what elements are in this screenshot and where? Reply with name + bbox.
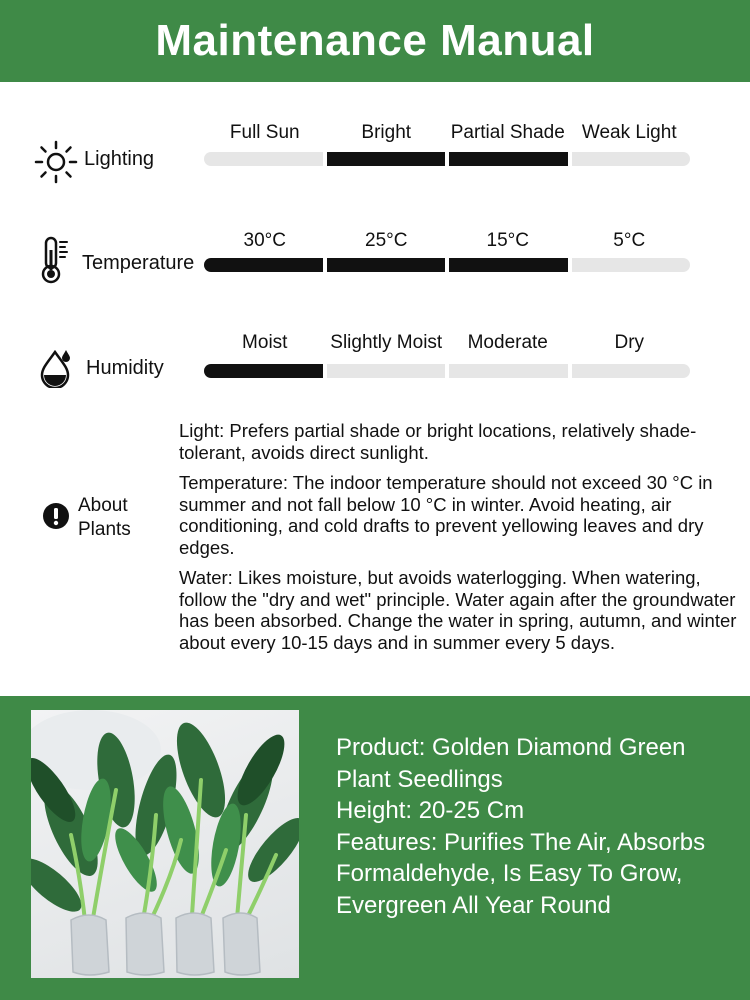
- lighting-label: Lighting: [84, 148, 155, 170]
- humidity-label: Humidity: [86, 357, 164, 379]
- level-segment: [204, 152, 323, 166]
- scale-label: Moist: [242, 332, 288, 353]
- lighting-row: [0, 118, 750, 208]
- scale-label: Partial Shade: [450, 122, 565, 143]
- temperature-scale-labels: [204, 230, 690, 252]
- water-drop-icon: [36, 348, 74, 388]
- level-segment: [449, 152, 568, 166]
- about-plants-label: [78, 494, 148, 542]
- level-segment: [327, 152, 446, 166]
- plant-seedlings-image: [31, 710, 299, 978]
- lighting-scale-labels: [204, 122, 690, 144]
- care-instructions: [179, 420, 739, 662]
- temperature-level-bar: [204, 258, 690, 272]
- about-plants-label-text: About Plants: [78, 495, 131, 540]
- temperature-label: Temperature: [82, 252, 195, 274]
- level-segment: [204, 364, 323, 378]
- light-paragraph: Light: Prefers partial shade or bright locations, relatively shade-tolerant, avoids direct sunlight.: [179, 420, 697, 463]
- scale-label: Moderate: [467, 332, 548, 353]
- scale-label: Weak Light: [581, 122, 677, 143]
- product-height: Height: 20-25 Cm: [336, 797, 525, 824]
- level-segment: [572, 364, 691, 378]
- product-name: Product: Golden Diamond Green Plant Seedlings: [336, 734, 686, 793]
- scale-label: Bright: [361, 122, 412, 143]
- scale-label: 15°C: [486, 230, 529, 251]
- scale-label: Dry: [614, 332, 645, 353]
- temperature-row: [0, 226, 750, 316]
- level-segment: [572, 258, 691, 272]
- thermometer-icon: [40, 236, 72, 284]
- level-segment: [327, 258, 446, 272]
- humidity-row: [0, 330, 750, 420]
- scale-label: Slightly Moist: [330, 332, 443, 353]
- temperature-paragraph: Temperature: The indoor temperature should not exceed 30 °C in summer and not fall below 10 °C in winter. Avoid heating, air conditioning, and cold drafts to prevent yellowing leaves and dry edges.: [179, 472, 713, 558]
- water-paragraph: Water: Likes moisture, but avoids waterlogging. When watering, follow the "dry and wet" principle. Water again after the groundwater has been absorbed. Change the water in spring, autumn, and winter about every 10-15 days and in summer every 5 days.: [179, 567, 737, 653]
- lighting-level-bar: [204, 152, 690, 166]
- level-segment: [572, 152, 691, 166]
- level-segment: [204, 258, 323, 272]
- scale-label: 25°C: [365, 230, 408, 251]
- scale-label: 30°C: [243, 230, 286, 251]
- level-segment: [327, 364, 446, 378]
- humidity-scale-labels: [204, 332, 690, 354]
- scale-label: Full Sun: [229, 122, 300, 143]
- scale-label: 5°C: [613, 230, 646, 251]
- level-segment: [449, 364, 568, 378]
- product-panel: [0, 696, 750, 1000]
- header-banner: [0, 0, 750, 82]
- humidity-level-bar: [204, 364, 690, 378]
- about-plants-section: [0, 418, 750, 688]
- product-features: Features: Purifies The Air, Absorbs Formaldehyde, Is Easy To Grow, Evergreen All Year Round: [336, 828, 706, 919]
- sun-icon: [34, 140, 78, 184]
- page-title: Maintenance Manual: [155, 16, 595, 65]
- product-details: [336, 732, 736, 921]
- exclamation-icon: [42, 502, 70, 530]
- level-segment: [449, 258, 568, 272]
- plant-illustration: [31, 710, 299, 978]
